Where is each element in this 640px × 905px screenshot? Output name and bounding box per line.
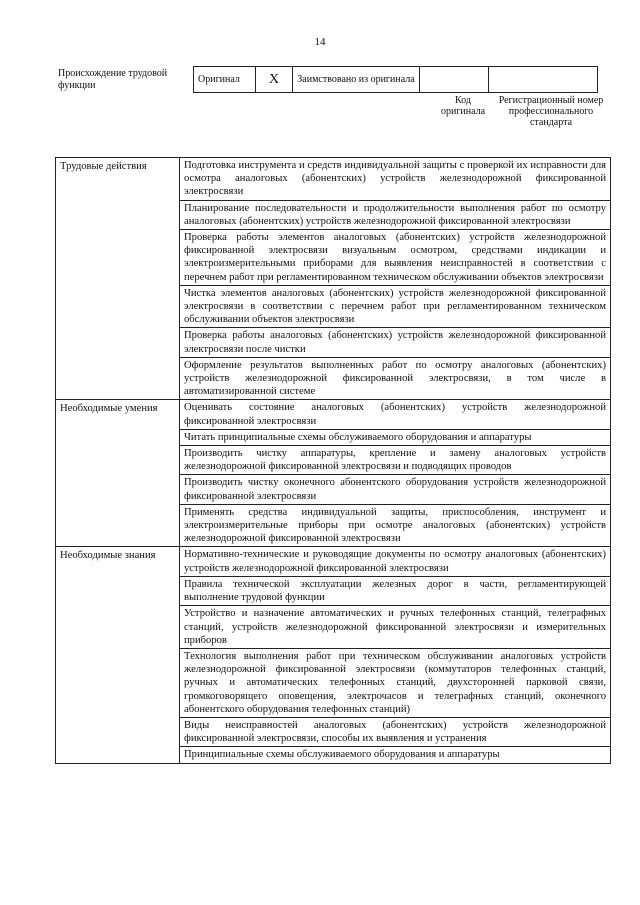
borrowed-cell: Заимствовано из оригинала: [293, 67, 420, 93]
section-title: Трудовые действия: [56, 158, 180, 400]
list-item: Производить чистку аппаратуры, крепление и замену аналоговых устройств железнодорожной фиксированной электросвязи и подводящих проводов: [180, 446, 610, 475]
origin-label: Происхождение трудовой функции: [58, 68, 168, 91]
original-mark: X: [256, 67, 293, 93]
list-item: Планирование последовательности и продолжительности выполнения работ по осмотру аналоговых (абонентских) устройств железнодорожной фиксированной электросвязи: [180, 201, 610, 230]
list-item: Проверка работы аналоговых (абонентских) устройств железнодорожной фиксированной электросвязи после чистки: [180, 328, 610, 357]
list-item: Устройство и назначение автоматических и ручных телефонных станций, телеграфных станций, устройств железнодорожной фиксированной электросвязи и измерительных приборов: [180, 606, 610, 649]
list-item: Оформление результатов выполненных работ по осмотру аналоговых (абонентских) устройств железнодорожной фиксированной электросвязи, в том числе в автоматизированной системе: [184, 359, 606, 398]
section-title: Необходимые знания: [56, 547, 180, 763]
section-row: [56, 400, 611, 547]
list-item: Применять средства индивидуальной защиты, приспособления, инструмент и электроизмерительные приборы при осмотре аналоговых (абонентских) устройств железнодорожной фиксированной электросвязи: [184, 506, 606, 545]
code-cell: [420, 67, 489, 93]
list-item: Производить чистку оконечного абонентского оборудования устройств железнодорожной фиксированной электросвязи: [180, 475, 610, 504]
reg-number-cell: [489, 67, 598, 93]
page-number: 14: [314, 36, 326, 48]
list-item: Читать принципиальные схемы обслуживаемого оборудования и аппаратуры: [180, 430, 610, 446]
section-title: Необходимые умения: [56, 400, 180, 547]
list-item: Подготовка инструмента и средств индивидуальной защиты с проверкой их исправности для осмотра аналоговых (абонентских) устройств железнодорожной фиксированной электросвязи: [180, 158, 610, 201]
section-row: [56, 547, 611, 763]
list-item: Чистка элементов аналоговых (абонентских) устройств железнодорожной фиксированной электросвязи в соответствии с перечнем работ при регламентированном техническом обслуживании объектов электросвязи: [180, 286, 610, 329]
code-caption: Код оригинала: [440, 95, 486, 117]
origin-table: [193, 66, 598, 93]
section-row: [56, 158, 611, 400]
list-item: Виды неисправностей аналоговых (абонентских) устройств железнодорожной фиксированной электросвязи, способы их выявления и устранения: [180, 718, 610, 747]
list-item: Проверка работы элементов аналоговых (абонентских) устройств железнодорожной фиксированной электросвязи визуальным осмотром, средствами индикации и электроизмерительными приборами для выявления неисправностей в соответствии с перечнем работ при регламентированном техническом обслуживании объектов электросвязи: [180, 230, 610, 286]
list-item: Технология выполнения работ при техническом обслуживании аналоговых устройств железнодорожной фиксированной электросвязи (коммутаторов телефонных станций, ручных и автоматических телефонных станций, двухсторонней парковой связи, громкоговорящего оповещения, электрочасов и телеграфных станций, оконечного абонентского оборудования телефонных станций): [180, 649, 610, 718]
list-item: Принципиальные схемы обслуживаемого оборудования и аппаратуры: [184, 749, 500, 761]
list-item: Оценивать состояние аналоговых (абонентских) устройств железнодорожной фиксированной электросвязи: [180, 400, 610, 429]
list-item: Нормативно-технические и руководящие документы по осмотру аналоговых (абонентских) устройств железнодорожной фиксированной электросвязи: [180, 547, 610, 576]
original-cell: Оригинал: [194, 67, 256, 93]
section-items: [180, 158, 611, 400]
reg-number-caption: Регистрационный номер профессионального стандарта: [498, 95, 604, 128]
function-table: [55, 157, 611, 764]
section-items: [180, 547, 611, 763]
list-item: Правила технической эксплуатации железных дорог в части, регламентирующей выполнение трудовой функции: [180, 577, 610, 606]
section-items: [180, 400, 611, 547]
